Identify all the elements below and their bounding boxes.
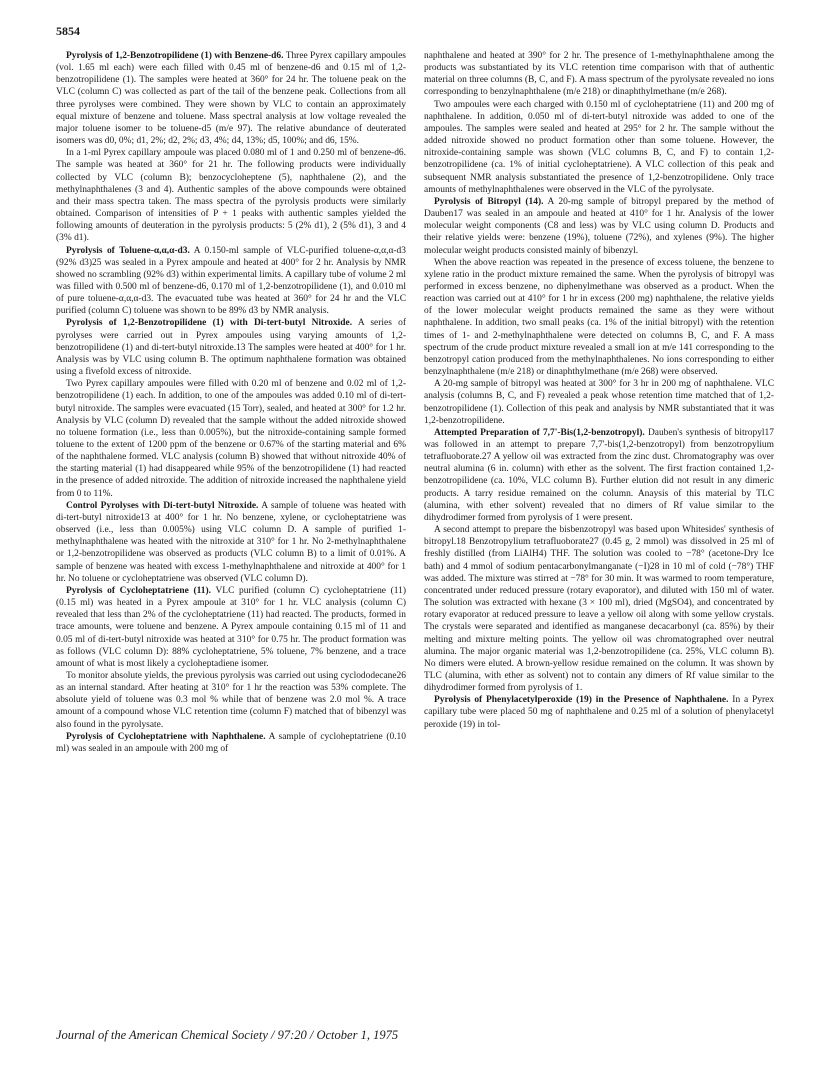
paragraph-heading: Pyrolysis of Bitropyl (14). (434, 196, 544, 207)
paragraph (424, 524, 774, 694)
paragraph (56, 585, 406, 670)
paragraph-text: In a Pyrex capillary tube were placed 50 mg of naphthalene and 0.25 ml of a solution of phenylacetyl peroxide (19) in tol- (424, 695, 774, 730)
paragraph (424, 378, 774, 427)
paragraph-heading: Attempted Preparation of 7,7'-Bis(1,2-benzotropyl). (434, 427, 645, 438)
paragraph (56, 378, 406, 500)
paragraph (56, 500, 406, 585)
paragraph-text: In a 1-ml Pyrex capillary ampoule was placed 0.080 ml of 1 and 0.250 ml of benzene-d6. The sample was heated at 360° for 21 hr. The following products were individually collected by VLC (column B); benzocycloheptene (5), naphthalene (2), and the methylnaphthalenes (3 and 4). Authentic samples of the above compounds were obtained and their mass spectra taken. The mass spectra of the pyrolysis products were similarly obtained. Comparison of intensities of P + 1 peaks with authentic samples yielded the following amounts of deuteration in the pyrolysis products: 5 (2% d1), 2 (5% d1), 3 and 4 (3% d1). (56, 148, 406, 244)
paragraph (424, 427, 774, 524)
paragraph-heading: Pyrolysis of 1,2-Benzotropilidene (1) with Di-tert-butyl Nitroxide. (66, 318, 353, 329)
left-column (56, 50, 406, 755)
paragraph (424, 50, 774, 99)
paragraph-heading: Pyrolysis of Phenylacetylperoxide (19) in the Presence of Naphthalene. (434, 695, 729, 706)
paragraph-heading: Pyrolysis of Toluene-α,α,α-d3. (66, 245, 190, 256)
paragraph-text: A 0.150-ml sample of VLC-purified toluene-α,α,α-d3 (92% d3)25 was sealed in a Pyrex ampoule and heated at 400° for 2 hr. Analysis by NMR showed no scrambling (92% d3) within experimental limits. A capillary tube of volume 2 ml was filled with 0.500 ml of benzene-d6, 0.170 ml of 1,2-benzotropilidene (1), and 0.010 ml of pure toluene-α,α,α-d3. The evacuated tube was heated at 360° for 24 hr and the VLC purified (column C) toluene was shown to be 89% d3 by NMR analysis. (56, 245, 406, 317)
paragraph (424, 694, 774, 730)
paragraph (56, 731, 406, 755)
paragraph-text: Three Pyrex capillary ampoules (vol. 1.65 ml each) were each filled with 0.45 ml of benzene-d6 and 0.15 ml of 1,2-benzotropilidene (1). The samples were heated at 360° for 24 hr. The toluene peak on the VLC (column C) was collected as part of the tail of the benzene peak. Collections from all three pyrolyses were combined. They were shown by VLC to contain an approximately equal mixture of benzene and toluene. Mass spectral analysis at low voltage revealed the major toluene isomer to be toluene-d5 (m/e 97). The relative abundance of deuterated isomers was d0, 0%; d1, 2%; d2, 2%; d3, 4%; d4, 13%; d5, 100%; and d6, 15%. (56, 51, 406, 147)
paragraph-text: A series of pyrolyses were carried out in Pyrex ampoules using varying amounts of 1,2-benzotropilidene (1) and di-tert-butyl nitroxide.13 The samples were heated at 400° for 1 hr. Analysis was by VLC using column B. The optimum naphthalene formation was obtained using a fivefold excess of nitroxide. (56, 318, 406, 378)
paragraph (56, 317, 406, 378)
paragraph (424, 99, 774, 196)
right-column (424, 50, 774, 731)
journal-footer: Journal of the American Chemical Society / 97:20 / October 1, 1975 (56, 1028, 399, 1042)
paragraph-text: Two ampoules were each charged with 0.150 ml of cycloheptatriene (11) and 200 mg of naphthalene. In addition, 0.050 ml of di-tert-butyl nitroxide was added to one of the ampoules. The samples were sealed and heated at 295° for 2 hr. The sample without the added nitroxide showed no product formation other than some toluene. However, the nitroxide-containing sample was shown (VLC columns B, C, and F) to contain 1,2-benzotropilidene (ca. 1% of initial cycloheptatriene). A VLC collection of this peak and subsequent NMR analysis substantiated the presence of 1,2-benzotropilidene. Only trace amounts of methylnaphthalenes were observed in the VLC of the pyrolysate. (424, 99, 774, 195)
paragraph-text: naphthalene and heated at 390° for 2 hr. The presence of 1-methylnaphthalene among the products was substantiated by its VLC retention time comparison with that of authentic material on three columns (B, C, and F). A mass spectrum of the pyrolysate revealed no ions corresponding to benzylnaphthalene (m/e 218) or dinaphthylmethane (m/e 268). (424, 51, 774, 98)
paragraph-text: A 20-mg sample of bitropyl was heated at 300° for 3 hr in 200 mg of naphthalene. VLC analysis (columns B, C, and F) revealed a peak whose retention time matched that of 1,2-benzotropilidene (1). Collection of this peak and analysis by NMR substantiated that it was 1,2-benzotropilidene. (424, 379, 774, 426)
paragraph-text: VLC purified (column C) cycloheptatriene (11) (0.15 ml) was heated in a Pyrex ampoule at 310° for 1 hr. VLC analysis (column C) revealed that less than 2% of the cycloheptatriene (11) had reacted. The products, formed in trace amounts, were toluene and benzene. A Pyrex ampoule containing 0.15 ml of 11 and 0.05 ml of di-tert-butyl nitroxide was heated at 310° for 0.75 hr. The product formation was as follows (VLC column D): 88% cycloheptatriene, 5% toluene, 7% benzene, and a trace amount of what is most likely a cycloheptadiene isomer. (56, 585, 406, 669)
paragraph (424, 257, 774, 379)
paragraph (56, 245, 406, 318)
paragraph-text: Two Pyrex capillary ampoules were filled with 0.20 ml of benzene and 0.02 ml of 1,2-benzotropilidene (1) each. In addition, to one of the ampoules was added 0.10 ml of di-tert-butyl nitroxide. The samples were evacuated (15 Torr), sealed, and heated at 300° for 1.2 hr. Analysis by VLC (column D) revealed that the sample without the added nitroxide showed no toluene formation (i.e., less than 0.005%), but the nitroxide-containing sample formed toluene to the extent of 1200 ppm of the benzene or 0.67% of the starting material and 6% of the naphthalene formed. VLC analysis (column B) showed that without nitroxide 40% of the starting material (1) had disappeared while 95% of the benzotropilidene (1) had reacted in the presence of added nitroxide. The addition of nitroxide increased the naphthalene yield from 0 to 11%. (56, 379, 406, 499)
page-number: 5854 (56, 24, 80, 38)
paragraph (56, 147, 406, 244)
paragraph-heading: Control Pyrolyses with Di-tert-butyl Nitroxide. (66, 500, 259, 511)
paragraph-text: A second attempt to prepare the bisbenzotropyl was based upon Whitesides' synthesis of bitropyl.18 Benzotropylium tetrafluoborate27 (0.45 g, 2 mmol) was dissolved in 25 ml of freshly distilled (from LiAlH4) THF. The solution was cooled to −78° (acetone-Dry Ice bath) and 4 mmol of sodium pentacarbonylmanganate (−I)28 in 10 ml of cold (−78°) THF was added. The mixture was stirred at −78° for 30 min. It was warmed to room temperature, concentrated under reduced pressure (rotary evaporator), and diluted with 150 ml of water. The solution was extracted with hexane (3 × 100 ml), dried (MgSO4), and concentrated by rotary evaporator at reduced pressure to leave a yellow oil along with some yellow crystals. The crystals were separated and identified as manganese decacarbonyl (ca. 85%) by their melting and mixture melting points. The yellow oil was chromatographed over neutral alumina. The major organic material was 1,2-benzotropilidene (ca. 25%, VLC column B). No dimers were eluted. A brown-yellow residue remained on the column. It was shown by TLC (alumina, with ether as solvent) not to contain any dimers of Rf value similar to the dihydrodimer formed from pyrolysis of 1. (424, 525, 774, 694)
paragraph-text: A sample of cycloheptatriene (0.10 ml) was sealed in an ampoule with 200 mg of (56, 731, 406, 754)
paragraph-text: When the above reaction was repeated in the presence of excess toluene, the benzene to xylene ratio in the product mixture remained the same. When the pyrolysis of bitropyl was performed in excess benzene, no diphenylmethane was observed as a product. When the reaction was carried out at 410° for 1 hr in excess (200 mg) naphthalene, the relative yields of the lower molecular weight products remained the same as they were without naphthalene. In addition, two small peaks (ca. 1% of the initial bitropyl) with the retention times of 1- and 2-methylnaphthalene were detected on columns B, C, and F. A mass spectrum of the crude product mixture revealed a small ion at m/e 141 corresponding to the benzotropyl cation produced from the methylnaphthalenes. No ions corresponding to either benzylnaphthalene (m/e 218) or dinaphthylmethane (m/e 268) were observed. (424, 257, 774, 378)
paragraph-heading: Pyrolysis of Cycloheptatriene (11). (66, 585, 212, 596)
paragraph (56, 670, 406, 731)
paragraph-heading: Pyrolysis of Cycloheptatriene with Naphthalene. (66, 731, 266, 742)
paragraph-text: A sample of toluene was heated with di-tert-butyl nitroxide13 at 400° for 1 hr. No benzene, xylene, or cycloheptatriene was observed (i.e., less than 0.005%) using VLC column D. A sample of purified 1-methylnaphthalene was heated with the nitroxide at 310° for 1 hr. No 2-methylnaphthalene or 1,2-benzotropilidene was observed as products (VLC column B) to a limit of 0.01%. A sample of benzene was heated with excess 1-methylnaphthalene and nitroxide at 400° for 1 hr. No toluene or cycloheptatriene was observed (VLC column D). (56, 500, 406, 584)
paragraph-text: To monitor absolute yields, the previous pyrolysis was carried out using cyclododecane26 as an internal standard. After heating at 310° for 1 hr the reaction was 53% complete. The absolute yield of toluene was 0.3 mol % while that of benzene was 2.0 mol %. A trace amount of a compound whose VLC retention time (column F) matched that of bibenzyl was also found in the pyrolysate. (56, 670, 406, 730)
paragraph-heading: Pyrolysis of 1,2-Benzotropilidene (1) with Benzene-d6. (66, 51, 284, 61)
paragraph (56, 50, 406, 147)
paragraph (424, 196, 774, 257)
paragraph-text: A 20-mg sample of bitropyl prepared by the method of Dauben17 was sealed in an ampoule and heated at 410° for 1 hr. Analysis of the lower molecular weight components (C8 and less) was by VLC using column D. Products and their relative yields were: benzene (19%), toluene (72%), and xylenes (9%). The higher molecular weight products consisted mainly of bibenzyl. (424, 196, 774, 256)
paragraph-text: Dauben's synthesis of bitropyl17 was followed in an attempt to prepare 7,7'-bis(1,2-benzotropyl) from benzotropylium tetrafluoborate.27 A yellow oil was extracted from the zinc dust. Chromatography was over neutral alumina (6 in. column) with ether as the solvent. The first fraction contained 1,2-benzotropilidene (ca. 10%, VLC column B). Further elution did not result in any dimeric products. A tarry residue remained on the column. Anaysis of this material by TLC (alumina, with ether solvent) revealed that no dimers of Rf value similar to the dihydrodimer formed from pyrolysis of 1 were present. (424, 427, 774, 523)
